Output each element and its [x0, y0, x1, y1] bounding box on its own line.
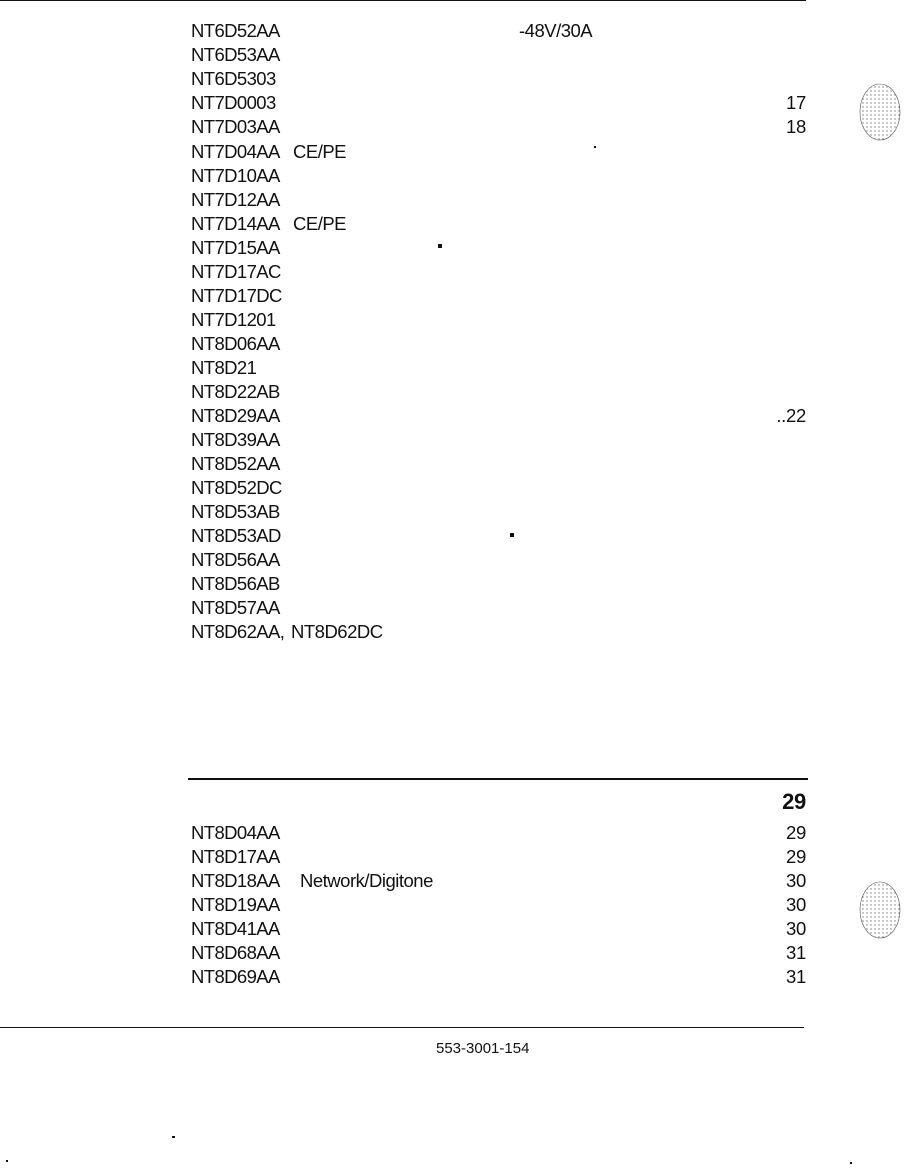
row-code: NT8D62AA, — [191, 621, 285, 642]
row-code: NT8D22AB — [191, 381, 280, 402]
row-code: NT8D68AA — [191, 942, 280, 963]
row-code: NT6D5303 — [191, 68, 276, 89]
row-code: NT8D39AA — [191, 429, 280, 450]
row-code: NT8D53AD — [191, 525, 281, 546]
row-page: 29 — [786, 846, 806, 867]
row-code: NT7D0003 — [191, 92, 276, 113]
row-code: NT7D14AA — [191, 213, 280, 234]
row-extra: CE/PE — [293, 213, 347, 234]
row-page: 30 — [786, 918, 806, 939]
row-page: 30 — [786, 894, 806, 915]
row-code: NT7D03AA — [191, 116, 280, 137]
row-page: ..22 — [776, 405, 806, 426]
row-code: NT8D69AA — [191, 966, 280, 987]
row-code: NT7D17AC — [191, 261, 281, 282]
row-code: NT8D56AB — [191, 573, 280, 594]
row-code: NT6D53AA — [191, 44, 280, 65]
row-code: NT7D04AA — [191, 141, 280, 162]
row-code: NT8D53AB — [191, 501, 280, 522]
row-code: NT7D17DC — [191, 285, 282, 306]
row-code: NT8D52DC — [191, 477, 282, 498]
row-extra: NT8D62DC — [291, 621, 383, 642]
binder-hole-mark — [858, 880, 904, 940]
stray-mark — [6, 1160, 8, 1162]
row-code: NT8D21 — [191, 357, 257, 378]
stray-mark — [850, 1162, 852, 1164]
row-code: NT7D10AA — [191, 165, 280, 186]
row-page: 18 — [786, 116, 806, 137]
row-code: NT8D52AA — [191, 453, 280, 474]
row-code: NT8D19AA — [191, 894, 280, 915]
row-page: 29 — [786, 822, 806, 843]
stray-mark — [510, 533, 514, 537]
row-page: 31 — [786, 942, 806, 963]
row-code: NT8D57AA — [191, 597, 280, 618]
row-extra: -48V/30A — [519, 20, 593, 41]
top-rule — [0, 0, 806, 1]
row-code: NT8D18AA — [191, 870, 280, 891]
row-extra: Network/Digitone — [300, 870, 433, 891]
document-number: 553-3001-154 — [436, 1040, 530, 1057]
stray-mark — [594, 146, 596, 148]
stray-mark — [438, 244, 442, 248]
row-code: NT8D04AA — [191, 822, 280, 843]
row-code: NT8D17AA — [191, 846, 280, 867]
footer-rule — [0, 1027, 804, 1028]
row-code: NT8D56AA — [191, 549, 280, 570]
row-page: 31 — [786, 966, 806, 987]
row-page: 30 — [786, 870, 806, 891]
row-code: NT7D15AA — [191, 237, 280, 258]
row-extra: CE/PE — [293, 141, 347, 162]
section-heading-page: 29 — [782, 789, 806, 814]
row-code: NT8D06AA — [191, 333, 280, 354]
row-code: NT7D1201 — [191, 309, 276, 330]
row-page: 17 — [786, 92, 806, 113]
row-code: NT8D41AA — [191, 918, 280, 939]
stray-mark — [172, 1136, 175, 1138]
binder-hole-mark — [858, 82, 904, 142]
row-code: NT6D52AA — [191, 20, 280, 41]
section-divider — [188, 778, 808, 780]
row-code: NT8D29AA — [191, 405, 280, 426]
row-code: NT7D12AA — [191, 189, 280, 210]
